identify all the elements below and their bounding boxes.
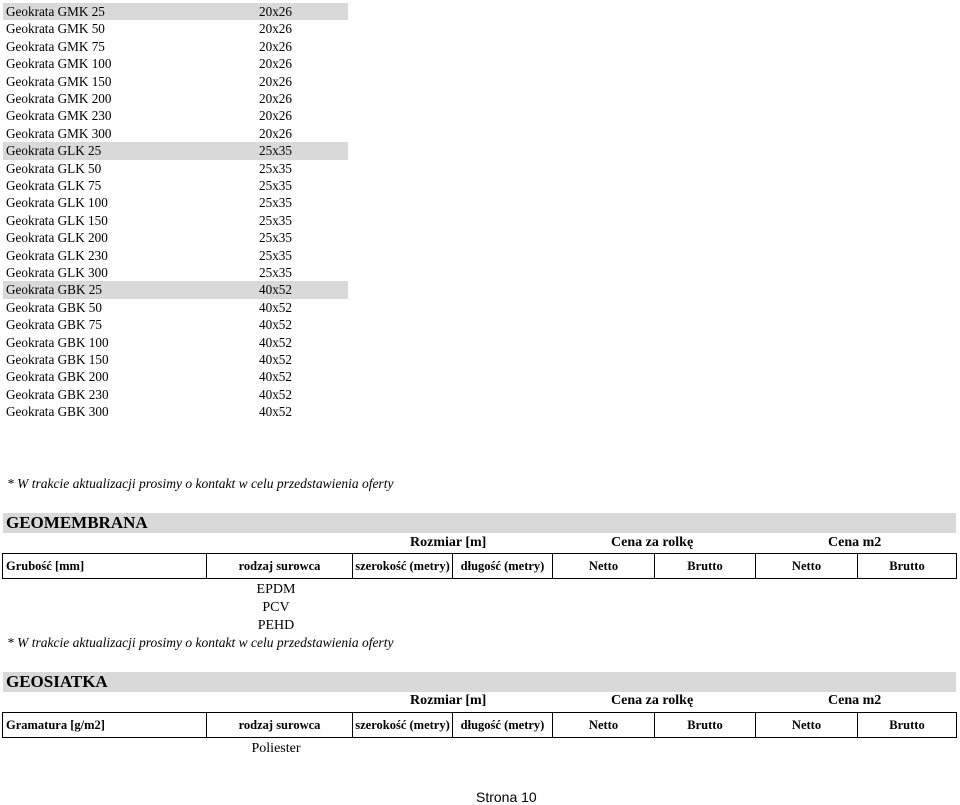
product-size: 20x26 — [259, 4, 292, 19]
product-row — [3, 125, 348, 142]
product-row — [3, 160, 348, 177]
product-size: 20x26 — [259, 38, 292, 54]
product-name: Geokrata GBK 230 — [6, 386, 109, 402]
product-row — [3, 142, 348, 159]
product-row — [3, 107, 348, 124]
product-row — [3, 334, 348, 351]
product-name: Geokrata GBK 150 — [6, 352, 109, 367]
product-row — [3, 194, 348, 211]
product-name: Geokrata GBK 75 — [6, 317, 102, 333]
product-row — [3, 264, 348, 281]
geomembrana-col-roll-brutto: Brutto — [655, 554, 756, 578]
product-name: Geokrata GLK 75 — [6, 178, 102, 193]
geomembrana-col-width: szerokość (metry) — [353, 554, 453, 578]
geosiatka-material: Poliester — [251, 741, 301, 756]
geosiatka-col-roll-netto: Netto — [553, 713, 655, 737]
product-name: Geokrata GBK 300 — [6, 404, 109, 420]
product-name: Geokrata GLK 100 — [6, 195, 108, 211]
geomembrana-col-roll-netto: Netto — [553, 554, 655, 578]
geomembrana-title: GEOMEMBRANA — [6, 513, 148, 532]
geosiatka-col-m2-brutto: Brutto — [889, 718, 925, 732]
geosiatka-size-header: Rozmiar [m] — [410, 693, 487, 708]
product-size: 20x26 — [259, 108, 292, 124]
product-row — [3, 316, 348, 333]
product-size: 20x26 — [259, 56, 292, 72]
product-row — [3, 368, 348, 385]
geomembrana-col-m2-netto: Netto — [756, 554, 858, 578]
product-name: Geokrata GMK 230 — [6, 108, 112, 124]
product-row — [3, 90, 348, 107]
geosiatka-col-m2-netto: Netto — [756, 713, 858, 737]
geomembrana-size-header: Rozmiar [m] — [410, 535, 487, 550]
geomembrana-material: PCV — [262, 600, 290, 615]
geosiatka-header-bar — [3, 672, 956, 692]
product-size: 40x52 — [259, 386, 292, 402]
product-row — [3, 351, 348, 368]
geomembrana-col-m2-brutto: Brutto — [889, 559, 925, 573]
product-size: 25x35 — [259, 160, 292, 176]
page-number: Strona 10 — [476, 789, 537, 805]
geosiatka-col-grammage: Gramatura [g/m2] — [3, 713, 207, 737]
product-name: Geokrata GBK 200 — [6, 369, 109, 385]
product-name: Geokrata GBK 25 — [6, 282, 102, 298]
product-name: Geokrata GMK 75 — [6, 38, 105, 54]
product-row — [3, 403, 348, 420]
product-name: Geokrata GMK 150 — [6, 73, 112, 89]
geosiatka-col-material: rodzaj surowca — [207, 713, 353, 737]
geomembrana-column-headers — [2, 553, 957, 579]
product-size: 25x35 — [259, 178, 292, 193]
geosiatka-title: GEOSIATKA — [6, 672, 108, 691]
geomembrana-col-material: rodzaj surowca — [207, 554, 353, 578]
product-size: 25x35 — [259, 212, 292, 228]
product-row — [3, 3, 348, 20]
product-size: 40x52 — [259, 282, 292, 298]
product-name: Geokrata GLK 200 — [6, 230, 108, 246]
product-name: Geokrata GMK 25 — [6, 4, 105, 19]
product-size: 40x52 — [259, 317, 292, 333]
product-name: Geokrata GMK 200 — [6, 91, 112, 106]
product-name: Geokrata GLK 230 — [6, 247, 108, 263]
product-row — [3, 247, 348, 264]
product-size: 20x26 — [259, 21, 292, 37]
geosiatka-col-length: długość (metry) — [453, 713, 553, 737]
product-name: Geokrata GLK 50 — [6, 160, 102, 176]
geomembrana-m2-price-header: Cena m2 — [828, 535, 882, 550]
product-row — [3, 38, 348, 55]
product-row — [3, 212, 348, 229]
geomembrana-col-length: długość (metry) — [453, 554, 553, 578]
product-size: 20x26 — [259, 91, 292, 106]
product-row — [3, 281, 348, 298]
product-row — [3, 299, 348, 316]
product-size: 40x52 — [259, 299, 292, 315]
product-name: Geokrata GBK 100 — [6, 334, 109, 350]
geosiatka-col-roll-brutto: Brutto — [655, 713, 756, 737]
product-size: 40x52 — [259, 369, 292, 385]
product-size: 40x52 — [259, 334, 292, 350]
product-name: Geokrata GMK 300 — [6, 125, 112, 141]
geosiatka-column-headers — [2, 712, 957, 738]
product-name: Geokrata GMK 50 — [6, 21, 105, 37]
product-row — [3, 177, 348, 194]
product-size: 20x26 — [259, 73, 292, 89]
geomembrana-roll-price-header: Cena za rolkę — [611, 535, 694, 550]
product-size: 25x35 — [259, 265, 292, 280]
product-row — [3, 386, 348, 403]
geomembrana-material: PEHD — [257, 618, 295, 633]
product-name: Geokrata GLK 25 — [6, 143, 102, 159]
product-size: 40x52 — [259, 404, 292, 420]
product-name: Geokrata GLK 150 — [6, 212, 108, 228]
product-size: 25x35 — [259, 247, 292, 263]
product-size: 40x52 — [259, 352, 292, 367]
product-row — [3, 229, 348, 246]
product-row — [3, 20, 348, 37]
product-name: Geokrata GMK 100 — [6, 56, 112, 72]
geosiatka-col-width: szerokość (metry) — [353, 713, 453, 737]
geomembrana-material: EPDM — [256, 582, 296, 597]
geomembrana-contact-note: * W trakcie aktualizacji prosimy o kontakt w celu przedstawienia oferty — [7, 635, 394, 650]
geosiatka-m2-price-header: Cena m2 — [828, 693, 882, 708]
geomembrana-col-thickness: Grubość [mm] — [3, 554, 207, 578]
product-row — [3, 55, 348, 72]
product-size: 25x35 — [259, 230, 292, 246]
product-name: Geokrata GBK 50 — [6, 299, 102, 315]
product-row — [3, 73, 348, 90]
geosiatka-roll-price-header: Cena za rolkę — [611, 693, 694, 708]
product-size: 25x35 — [259, 195, 292, 211]
contact-note: * W trakcie aktualizacji prosimy o kontakt w celu przedstawienia oferty — [7, 476, 394, 491]
product-size: 25x35 — [259, 143, 292, 159]
geomembrana-header-bar — [3, 513, 956, 533]
product-size: 20x26 — [259, 125, 292, 141]
product-name: Geokrata GLK 300 — [6, 265, 108, 280]
